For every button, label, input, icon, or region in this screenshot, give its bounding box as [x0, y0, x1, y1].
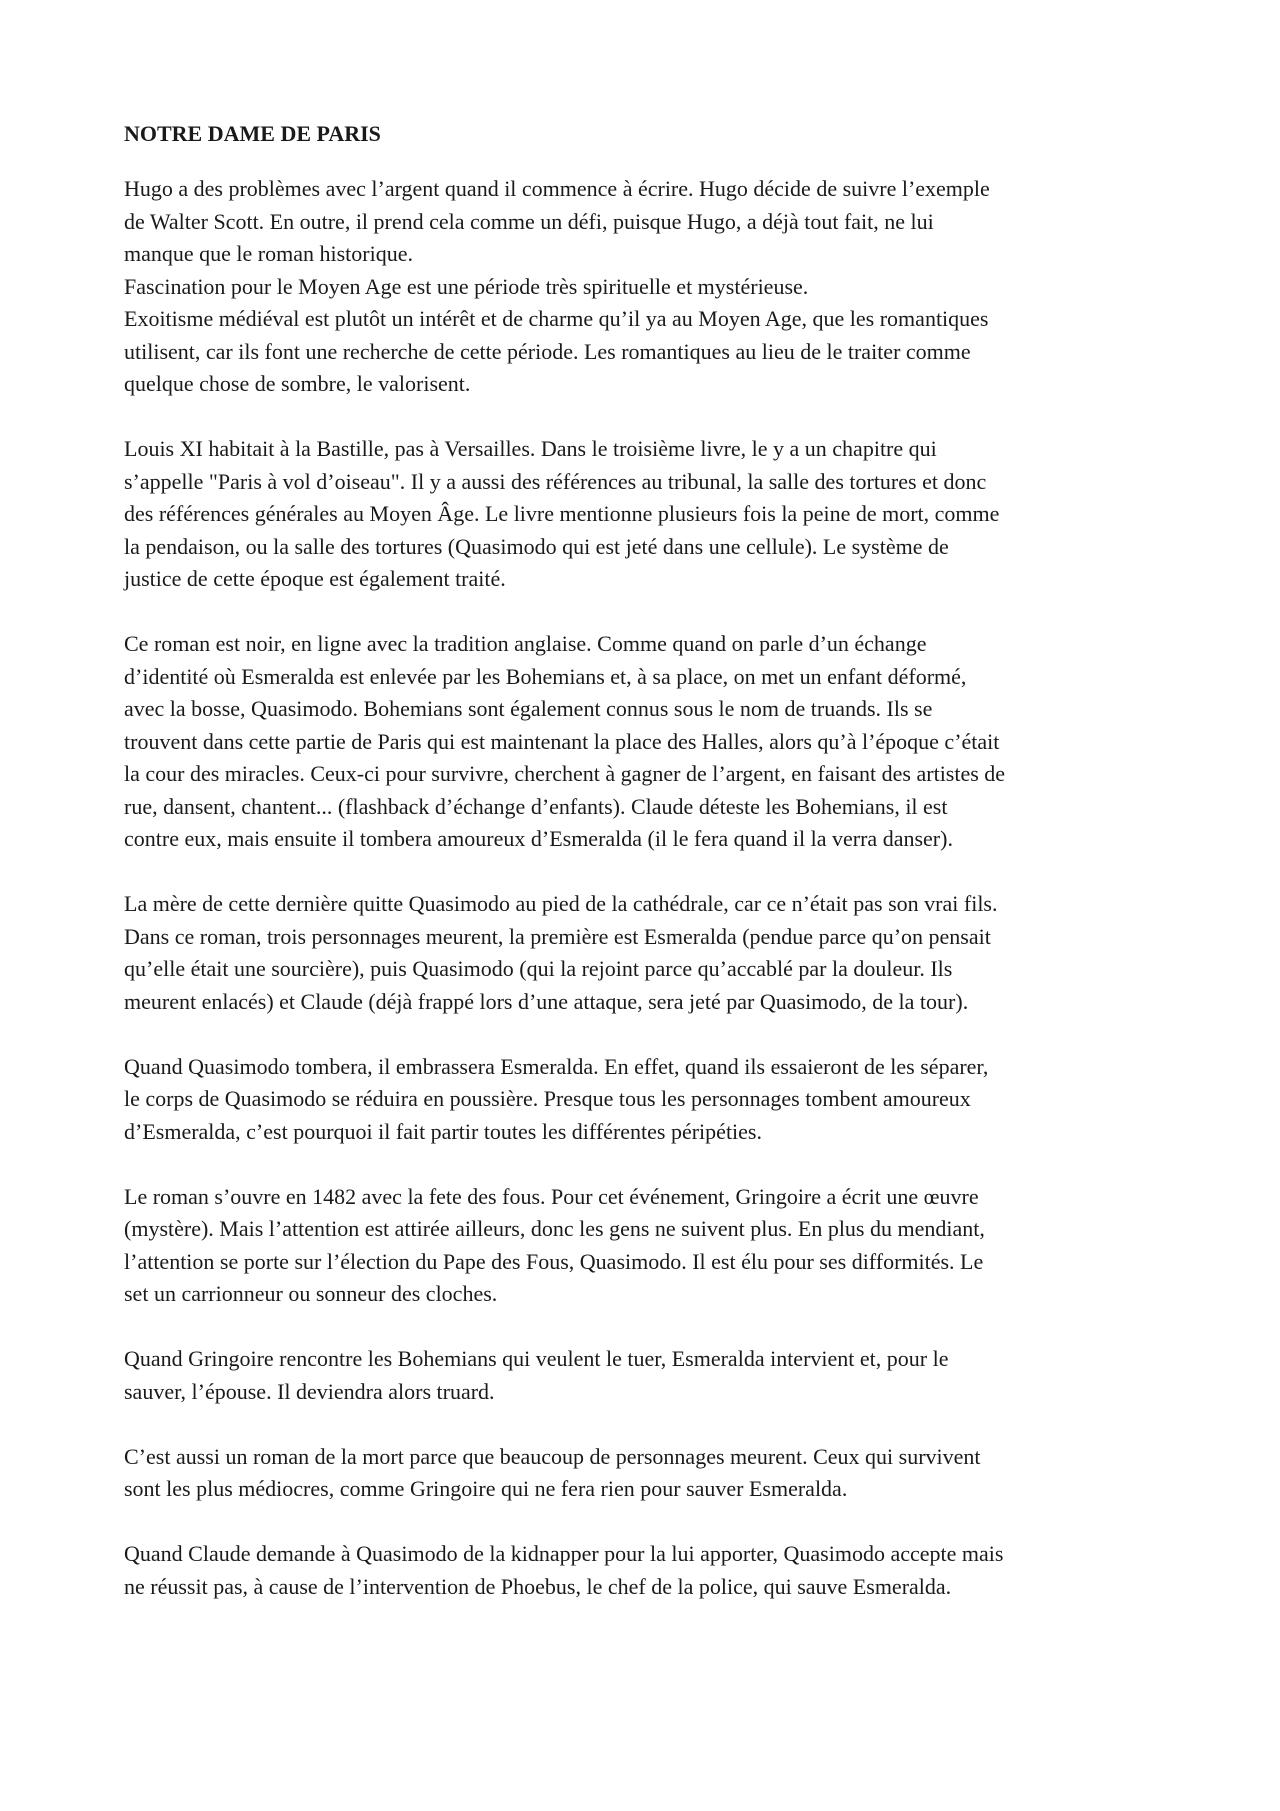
text-line: Louis XI habitait à la Bastille, pas à Versailles. Dans le troisième livre, le y a un chapitre qui	[124, 436, 937, 461]
text-line: Dans ce roman, trois personnages meurent, la première est Esmeralda (pendue parce qu’on pensait	[124, 923, 991, 949]
text-line: avec la bosse, Quasimodo. Bohemians sont également connus sous le nom de truands. Ils se	[124, 696, 933, 721]
text-line: de Walter Scott. En outre, il prend cela comme un défi, puisque Hugo, a déjà tout fait, ne lui	[124, 208, 934, 234]
text-line: rue, dansent, chantent... (flashback d’échange d’enfants). Claude déteste les Bohemians, il est	[124, 793, 948, 819]
paragraph	[124, 173, 1174, 401]
text-line: la pendaison, ou la salle des tortures (Quasimodo qui est jeté dans une cellule). Le système de	[124, 533, 949, 559]
text-line: sont les plus médiocres, comme Gringoire qui ne fera rien pour sauver Esmeralda.	[124, 1476, 848, 1501]
paragraph	[124, 888, 1174, 1018]
text-line: la cour des miracles. Ceux-ci pour survivre, cherchent à gagner de l’argent, en faisant des artistes de	[124, 761, 1006, 786]
text-line: des références générales au Moyen Âge. Le livre mentionne plusieurs fois la peine de mort, comme	[124, 501, 1000, 526]
text-line: Quand Claude demande à Quasimodo de la kidnapper pour la lui apporter, Quasimodo accepte mais	[124, 1541, 1004, 1566]
text-line: Le roman s’ouvre en 1482 avec la fete des fous. Pour cet événement, Gringoire a écrit une œuvre	[124, 1183, 979, 1209]
text-line: Quand Gringoire rencontre les Bohemians qui veulent le tuer, Esmeralda intervient et, pour le	[124, 1346, 949, 1371]
text-line: (mystère). Mais l’attention est attirée ailleurs, donc les gens ne suivent plus. En plus du mendiant,	[124, 1216, 985, 1241]
text-line: utilisent, car ils font une recherche de cette période. Les romantiques au lieu de le traiter comme	[124, 338, 971, 364]
paragraph	[124, 1538, 1174, 1603]
text-line: meurent enlacés) et Claude (déjà frappé lors d’une attaque, sera jeté par Quasimodo, de la tour).	[124, 988, 969, 1014]
text-line: d’Esmeralda, c’est pourquoi il fait partir toutes les différentes péripéties.	[124, 1118, 762, 1144]
text-line: qu’elle était une sourcière), puis Quasimodo (qui la rejoint parce qu’accablé par la douleur. Ils	[124, 956, 953, 981]
text-line: Hugo a des problèmes avec l’argent quand il commence à écrire. Hugo décide de suivre l’exemple	[124, 176, 990, 201]
text-line: Fascination pour le Moyen Age est une période très spirituelle et mystérieuse.	[124, 273, 809, 299]
paragraph	[124, 628, 1174, 856]
text-line: s’appelle "Paris à vol d’oiseau". Il y a aussi des références au tribunal, la salle des tortures et donc	[124, 468, 987, 494]
document-page	[124, 118, 1174, 1636]
text-line: manque que le roman historique.	[124, 241, 413, 266]
document-title: NOTRE DAME DE PARIS	[124, 121, 381, 146]
text-line: quelque chose de sombre, le valorisent.	[124, 371, 471, 396]
text-line: trouvent dans cette partie de Paris qui est maintenant la place des Halles, alors qu’à l’époque c’était	[124, 728, 1000, 754]
text-line: le corps de Quasimodo se réduira en poussière. Presque tous les personnages tombent amoureux	[124, 1086, 971, 1111]
text-line: l’attention se porte sur l’élection du Pape des Fous, Quasimodo. Il est élu pour ses difformités. Le	[124, 1248, 984, 1274]
paragraph	[124, 1343, 1174, 1408]
text-line: d’identité où Esmeralda est enlevée par les Bohemians et, à sa place, on met un enfant déformé,	[124, 663, 967, 689]
paragraph	[124, 1051, 1174, 1149]
text-line: Ce roman est noir, en ligne avec la tradition anglaise. Comme quand on parle d’un échange	[124, 631, 927, 656]
paragraph	[124, 1181, 1174, 1311]
text-line: justice de cette époque est également traité.	[124, 566, 506, 591]
text-line: La mère de cette dernière quitte Quasimodo au pied de la cathédrale, car ce n’était pas son vrai fils.	[124, 891, 998, 916]
text-line: contre eux, mais ensuite il tombera amoureux d’Esmeralda (il le fera quand il la verra danser).	[124, 826, 953, 851]
paragraph	[124, 433, 1174, 596]
text-line: set un carrionneur ou sonneur des cloches.	[124, 1281, 498, 1306]
text-line: Quand Quasimodo tombera, il embrassera Esmeralda. En effet, quand ils essaieront de les séparer,	[124, 1053, 989, 1079]
text-line: ne réussit pas, à cause de l’intervention de Phoebus, le chef de la police, qui sauve Esmeralda.	[124, 1573, 952, 1599]
text-line: sauver, l’épouse. Il deviendra alors truard.	[124, 1378, 495, 1404]
paragraph	[124, 1441, 1174, 1506]
text-line: Exoitisme médiéval est plutôt un intérêt et de charme qu’il ya au Moyen Age, que les romantiques	[124, 306, 989, 331]
document-body	[124, 173, 1174, 1603]
text-line: C’est aussi un roman de la mort parce que beaucoup de personnages meurent. Ceux qui survivent	[124, 1443, 981, 1469]
